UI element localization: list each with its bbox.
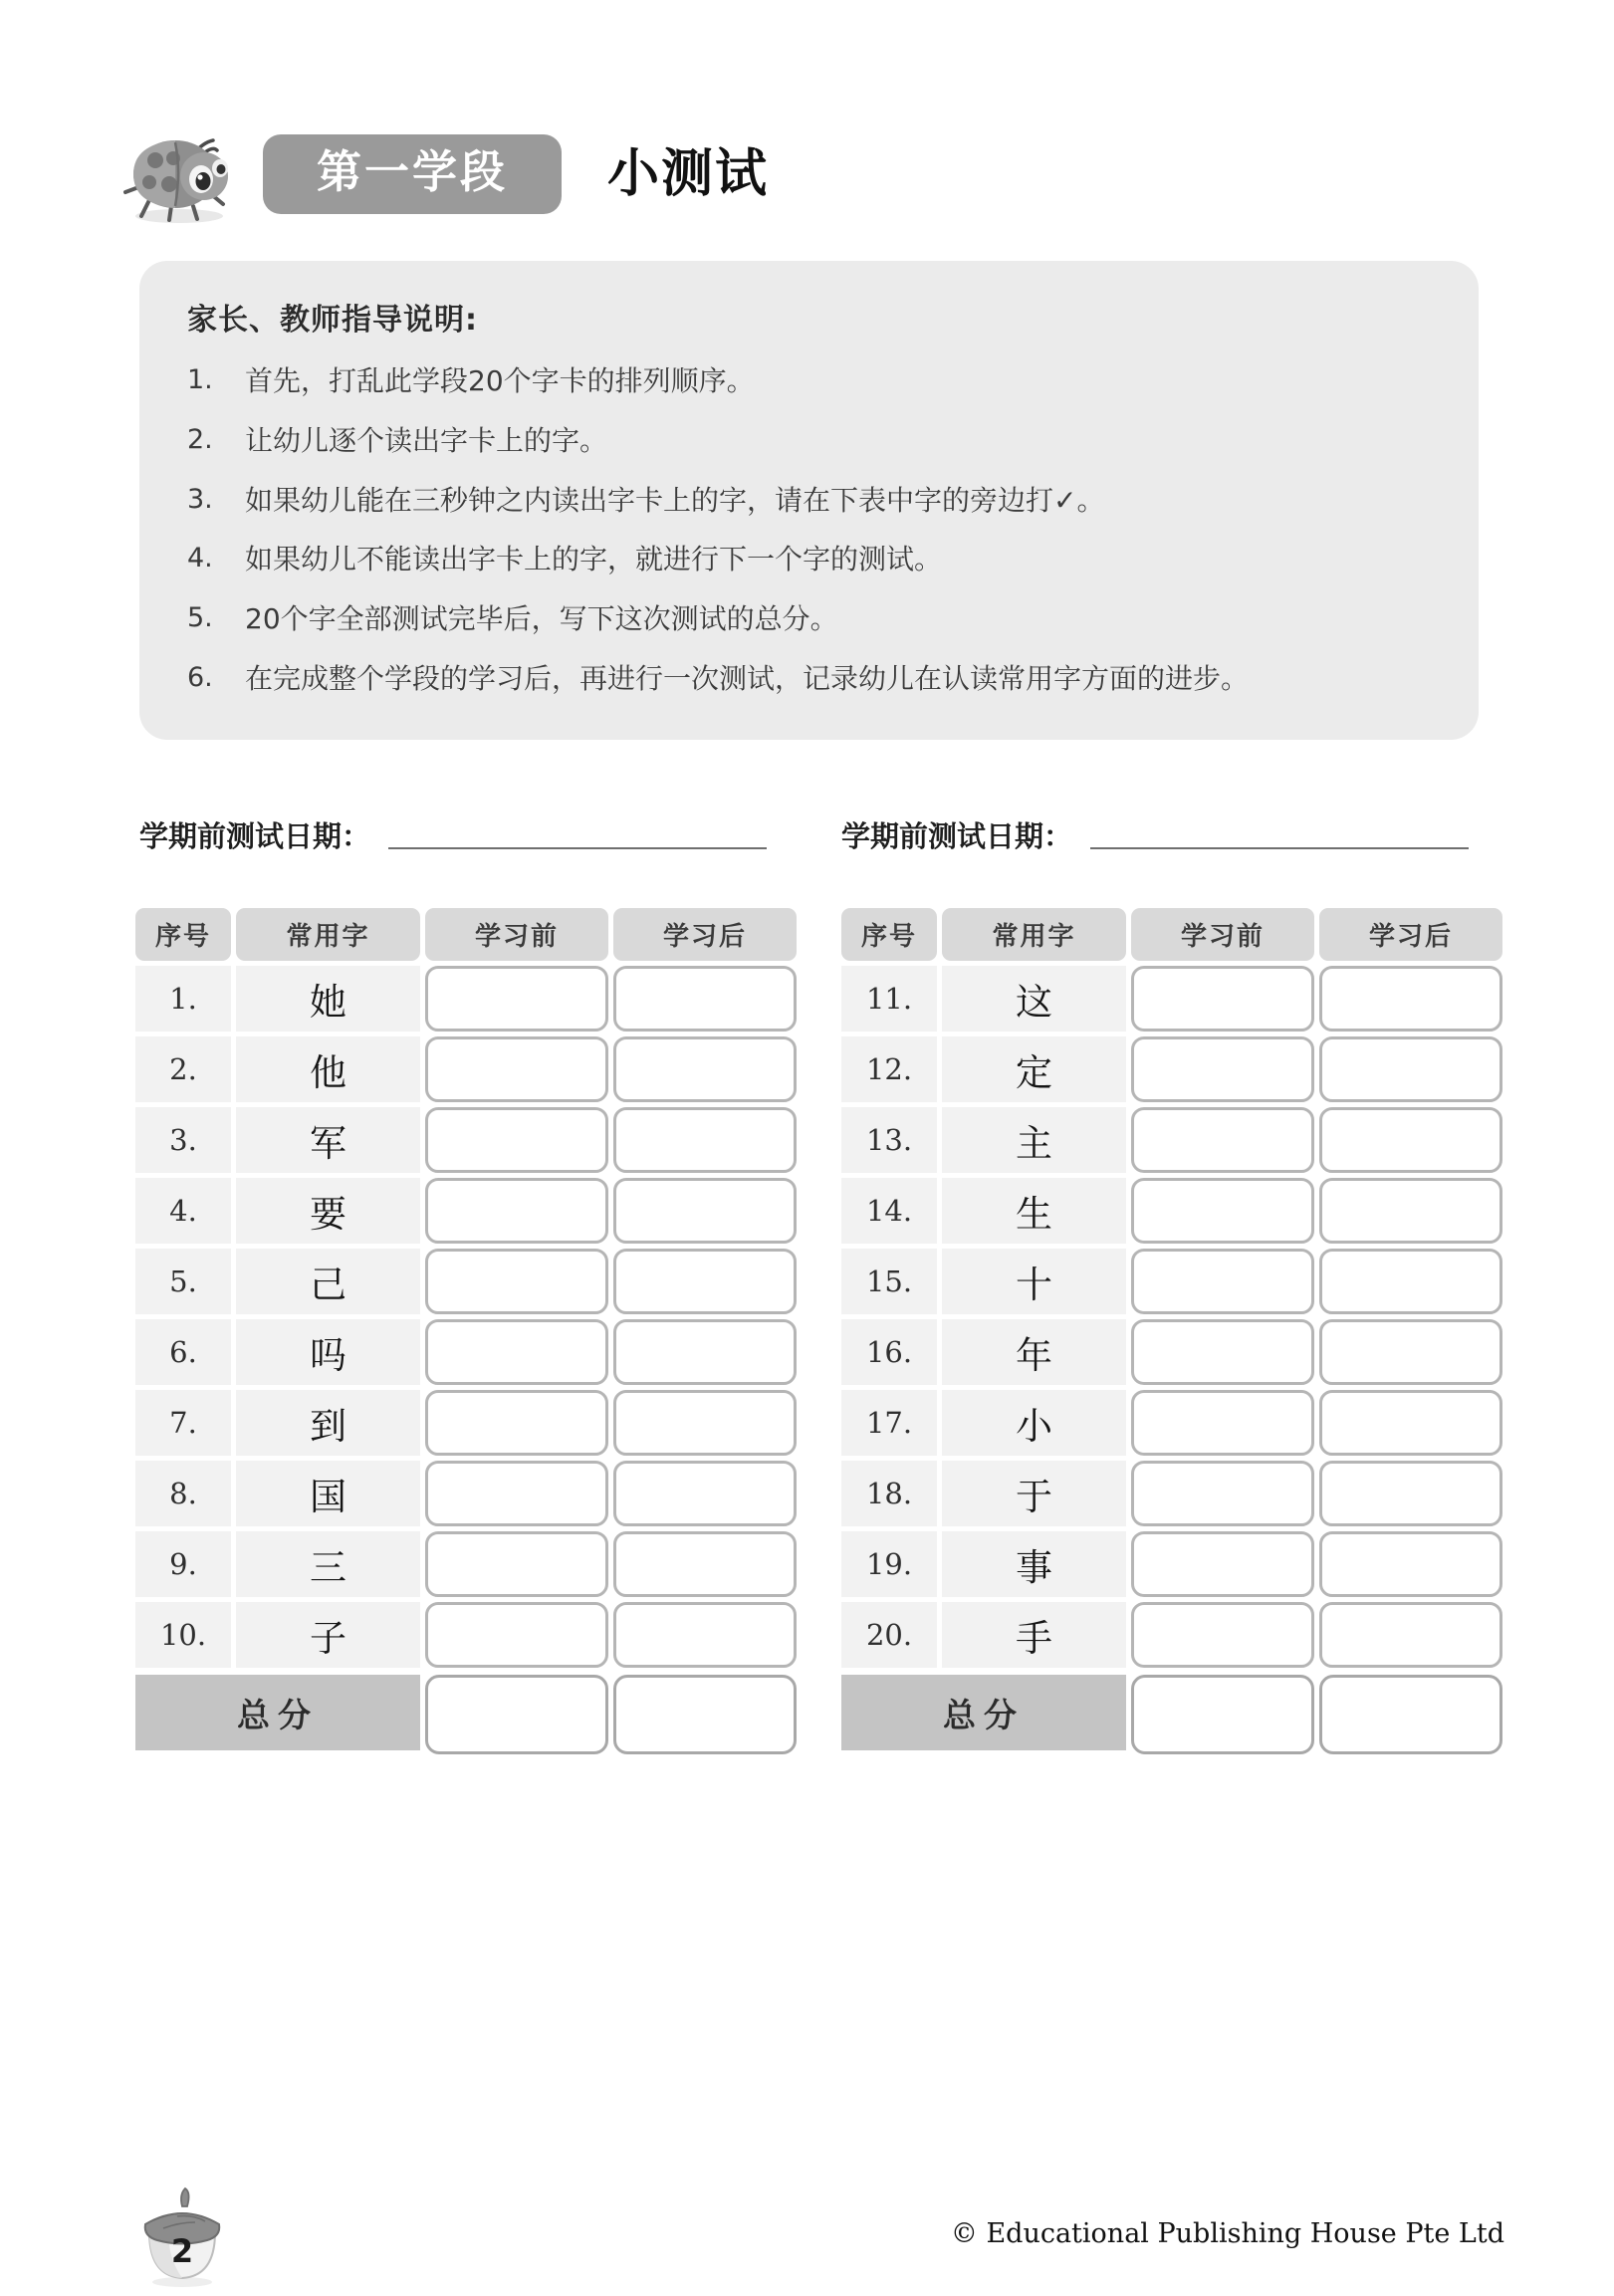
checkbox-after[interactable]: [1319, 1319, 1502, 1385]
instruction-number: 5.: [187, 602, 213, 634]
row-index: 2.: [169, 1052, 197, 1086]
row-index-cell: [135, 1602, 231, 1668]
checkbox-before[interactable]: [425, 1249, 608, 1314]
checkbox-after[interactable]: [613, 1249, 797, 1314]
row-character: 到: [310, 1405, 346, 1448]
total-score-before-input[interactable]: [1131, 1675, 1314, 1754]
row-index-cell: [841, 1602, 937, 1668]
checkbox-after[interactable]: [1319, 1249, 1502, 1314]
instruction-number: 2.: [187, 423, 213, 455]
table-row: [841, 966, 1503, 1032]
row-character: 十: [1016, 1263, 1052, 1306]
acorn-icon: [127, 2181, 237, 2290]
checkbox-after[interactable]: [613, 1461, 797, 1526]
checkbox-before[interactable]: [425, 1036, 608, 1102]
row-index: 8.: [169, 1477, 197, 1510]
row-index-cell: [841, 1390, 937, 1456]
row-index: 6.: [169, 1335, 197, 1369]
checkbox-before[interactable]: [1131, 1178, 1314, 1244]
date-input-left[interactable]: [388, 847, 767, 849]
checkbox-before[interactable]: [1131, 1602, 1314, 1668]
row-character: 军: [310, 1122, 346, 1165]
page-header: [119, 119, 1494, 229]
checkbox-after[interactable]: [1319, 1531, 1502, 1597]
instruction-number: 6.: [187, 661, 213, 693]
checkbox-after[interactable]: [613, 1319, 797, 1385]
checkbox-before[interactable]: [425, 1461, 608, 1526]
table-row: [135, 1390, 798, 1456]
row-index-cell: [841, 1531, 937, 1597]
instruction-text: 在完成整个学段的学习后，再进行一次测试，记录幼儿在认读常用字方面的进步。: [245, 661, 1250, 695]
checkbox-after[interactable]: [1319, 966, 1502, 1032]
checkbox-before[interactable]: [1131, 1249, 1314, 1314]
row-character-cell: [236, 1036, 420, 1102]
instruction-number: 4.: [187, 543, 213, 574]
row-index: 4.: [169, 1194, 197, 1228]
instruction-number: 3.: [187, 483, 213, 515]
checkbox-after[interactable]: [1319, 1036, 1502, 1102]
instruction-title: 家长、教师指导说明:: [187, 303, 478, 338]
checkbox-after[interactable]: [613, 1390, 797, 1456]
row-index: 10.: [159, 1618, 207, 1652]
checkbox-before[interactable]: [1131, 1461, 1314, 1526]
row-character-cell: [236, 966, 420, 1032]
table-row: [135, 966, 798, 1032]
row-index-cell: [135, 1036, 231, 1102]
instruction-number: 1.: [187, 364, 213, 395]
checkbox-after[interactable]: [613, 1178, 797, 1244]
date-label-left: 学期前测试日期：: [139, 819, 371, 853]
table-row: [135, 1319, 798, 1385]
character-table-left: [135, 908, 798, 1759]
checkbox-before[interactable]: [1131, 1531, 1314, 1597]
row-index: 7.: [169, 1406, 197, 1440]
row-index: 19.: [865, 1547, 913, 1581]
checkbox-before[interactable]: [1131, 1390, 1314, 1456]
table-header-character: 常用字: [942, 908, 1126, 961]
instruction-text: 20个字全部测试完毕后，写下这次测试的总分。: [245, 602, 838, 636]
table-header-after: 学习后: [613, 908, 797, 961]
row-index-cell: [841, 1249, 937, 1314]
checkbox-after[interactable]: [1319, 1107, 1502, 1173]
row-index: 12.: [865, 1052, 913, 1086]
row-index-cell: [135, 1178, 231, 1244]
instruction-panel: [139, 261, 1479, 740]
instruction-item: [187, 362, 1431, 400]
table-row: [841, 1036, 1503, 1102]
table-header-before: 学习前: [1131, 908, 1314, 961]
checkbox-before[interactable]: [425, 1178, 608, 1244]
row-index: 11.: [865, 982, 913, 1016]
row-index: 17.: [865, 1406, 913, 1440]
instruction-text: 如果幼儿不能读出字卡上的字，就进行下一个字的测试。: [245, 543, 943, 576]
row-character: 年: [1016, 1334, 1052, 1377]
row-index: 15.: [865, 1264, 913, 1298]
row-character-cell: [236, 1531, 420, 1597]
checkbox-after[interactable]: [1319, 1390, 1502, 1456]
row-character-cell: [236, 1178, 420, 1244]
row-character-cell: [236, 1107, 420, 1173]
row-index: 5.: [169, 1264, 197, 1298]
row-index: 3.: [169, 1123, 197, 1157]
row-character-cell: [236, 1319, 420, 1385]
row-character: 定: [1016, 1051, 1052, 1094]
table-header-row: [841, 908, 1503, 961]
table-header-after: 学习后: [1319, 908, 1502, 961]
character-table-right: [841, 908, 1503, 1759]
table-row: [841, 1461, 1503, 1526]
row-character: 子: [310, 1617, 346, 1660]
table-row: [841, 1531, 1503, 1597]
row-character-cell: [942, 1390, 1126, 1456]
table-row: [841, 1390, 1503, 1456]
row-index-cell: [841, 1461, 937, 1526]
checkbox-before[interactable]: [425, 1390, 608, 1456]
page-title: 小测试: [607, 144, 770, 204]
page-number: 2: [170, 2232, 194, 2270]
checkbox-before[interactable]: [1131, 966, 1314, 1032]
date-field-right: [841, 814, 1469, 855]
table-header-index: 序号: [135, 908, 231, 961]
row-index-cell: [135, 1390, 231, 1456]
row-character-cell: [942, 1249, 1126, 1314]
row-character: 她: [310, 981, 346, 1024]
row-character-cell: [236, 1249, 420, 1314]
row-index-cell: [135, 1531, 231, 1597]
row-character: 己: [310, 1263, 346, 1306]
row-index-cell: [841, 966, 937, 1032]
total-score-row: [135, 1675, 798, 1754]
page-footer: [0, 2171, 1614, 2290]
date-field-left: [139, 814, 767, 855]
row-character: 于: [1016, 1476, 1052, 1518]
row-character: 他: [310, 1051, 346, 1094]
table-header-row: [135, 908, 798, 961]
checkbox-before[interactable]: [425, 1319, 608, 1385]
instruction-item: [187, 422, 1431, 460]
table-header-index: 序号: [841, 908, 937, 961]
row-character: 生: [1016, 1193, 1052, 1236]
table-row: [841, 1178, 1503, 1244]
checkbox-before[interactable]: [1131, 1107, 1314, 1173]
row-index-cell: [841, 1319, 937, 1385]
row-index-cell: [841, 1107, 937, 1173]
date-input-right[interactable]: [1090, 847, 1469, 849]
row-character: 事: [1016, 1546, 1052, 1589]
instruction-text: 如果幼儿能在三秒钟之内读出字卡上的字，请在下表中字的旁边打✓。: [245, 483, 1105, 517]
row-character: 这: [1016, 981, 1052, 1024]
instruction-text: 让幼儿逐个读出字卡上的字。: [245, 423, 608, 457]
instruction-item: [187, 600, 1431, 638]
checkbox-after[interactable]: [613, 1602, 797, 1668]
row-index: 18.: [865, 1477, 913, 1510]
checkbox-before[interactable]: [1131, 1036, 1314, 1102]
checkbox-after[interactable]: [613, 1531, 797, 1597]
ladybug-icon: [119, 124, 239, 224]
row-character: 吗: [310, 1334, 346, 1377]
row-index: 1.: [169, 982, 197, 1016]
copyright-text: © Educational Publishing House Pte Ltd: [950, 2218, 1504, 2249]
checkbox-after[interactable]: [613, 1107, 797, 1173]
row-index-cell: [135, 1249, 231, 1314]
row-character-cell: [236, 1390, 420, 1456]
stage-badge-label: 第一学段: [316, 145, 508, 199]
total-score-row: [841, 1675, 1503, 1754]
total-score-label: 总分: [135, 1675, 420, 1750]
table-row: [135, 1249, 798, 1314]
checkbox-before[interactable]: [425, 966, 608, 1032]
stage-badge: [263, 134, 562, 213]
table-row: [135, 1602, 798, 1668]
checkbox-after[interactable]: [1319, 1178, 1502, 1244]
table-row: [135, 1036, 798, 1102]
row-index-cell: [135, 1319, 231, 1385]
row-index: 9.: [169, 1547, 197, 1581]
table-header-before: 学习前: [425, 908, 608, 961]
row-character-cell: [942, 1319, 1126, 1385]
checkbox-before[interactable]: [1131, 1319, 1314, 1385]
row-index: 13.: [865, 1123, 913, 1157]
row-character-cell: [942, 1036, 1126, 1102]
row-index-cell: [135, 1461, 231, 1526]
total-score-after-input[interactable]: [1319, 1675, 1502, 1754]
total-score-before-input[interactable]: [425, 1675, 608, 1754]
instruction-text: 首先，打乱此学段20个字卡的排列顺序。: [245, 364, 755, 397]
table-row: [841, 1249, 1503, 1314]
checkbox-before[interactable]: [425, 1602, 608, 1668]
total-score-label: 总分: [841, 1675, 1126, 1750]
checkbox-after[interactable]: [613, 1036, 797, 1102]
row-character: 小: [1016, 1405, 1052, 1448]
row-character-cell: [942, 1602, 1126, 1668]
instruction-item: [187, 660, 1431, 698]
table-row: [135, 1178, 798, 1244]
row-index-cell: [841, 1036, 937, 1102]
row-character-cell: [942, 966, 1126, 1032]
instruction-item: [187, 541, 1431, 578]
row-character-cell: [942, 1178, 1126, 1244]
table-row: [135, 1531, 798, 1597]
row-character-cell: [942, 1461, 1126, 1526]
row-index-cell: [135, 966, 231, 1032]
checkbox-before[interactable]: [425, 1107, 608, 1173]
row-index: 16.: [865, 1335, 913, 1369]
table-row: [135, 1107, 798, 1173]
total-score-after-input[interactable]: [613, 1675, 797, 1754]
row-character-cell: [942, 1531, 1126, 1597]
row-character-cell: [942, 1107, 1126, 1173]
table-row: [841, 1107, 1503, 1173]
row-character-cell: [236, 1602, 420, 1668]
row-character: 三: [310, 1546, 346, 1589]
table-row: [135, 1461, 798, 1526]
instruction-item: [187, 482, 1431, 520]
checkbox-before[interactable]: [425, 1531, 608, 1597]
instruction-list: [187, 362, 1431, 698]
row-character-cell: [236, 1461, 420, 1526]
table-row: [841, 1602, 1503, 1668]
row-character: 主: [1016, 1122, 1052, 1165]
row-character: 国: [310, 1476, 346, 1518]
row-index: 20.: [865, 1618, 913, 1652]
row-index-cell: [841, 1178, 937, 1244]
checkbox-after[interactable]: [613, 966, 797, 1032]
date-label-right: 学期前测试日期：: [841, 819, 1073, 853]
row-character: 要: [310, 1193, 346, 1236]
checkbox-after[interactable]: [1319, 1602, 1502, 1668]
checkbox-after[interactable]: [1319, 1461, 1502, 1526]
row-index: 14.: [865, 1194, 913, 1228]
table-row: [841, 1319, 1503, 1385]
row-index-cell: [135, 1107, 231, 1173]
table-header-character: 常用字: [236, 908, 420, 961]
row-character: 手: [1016, 1617, 1052, 1660]
